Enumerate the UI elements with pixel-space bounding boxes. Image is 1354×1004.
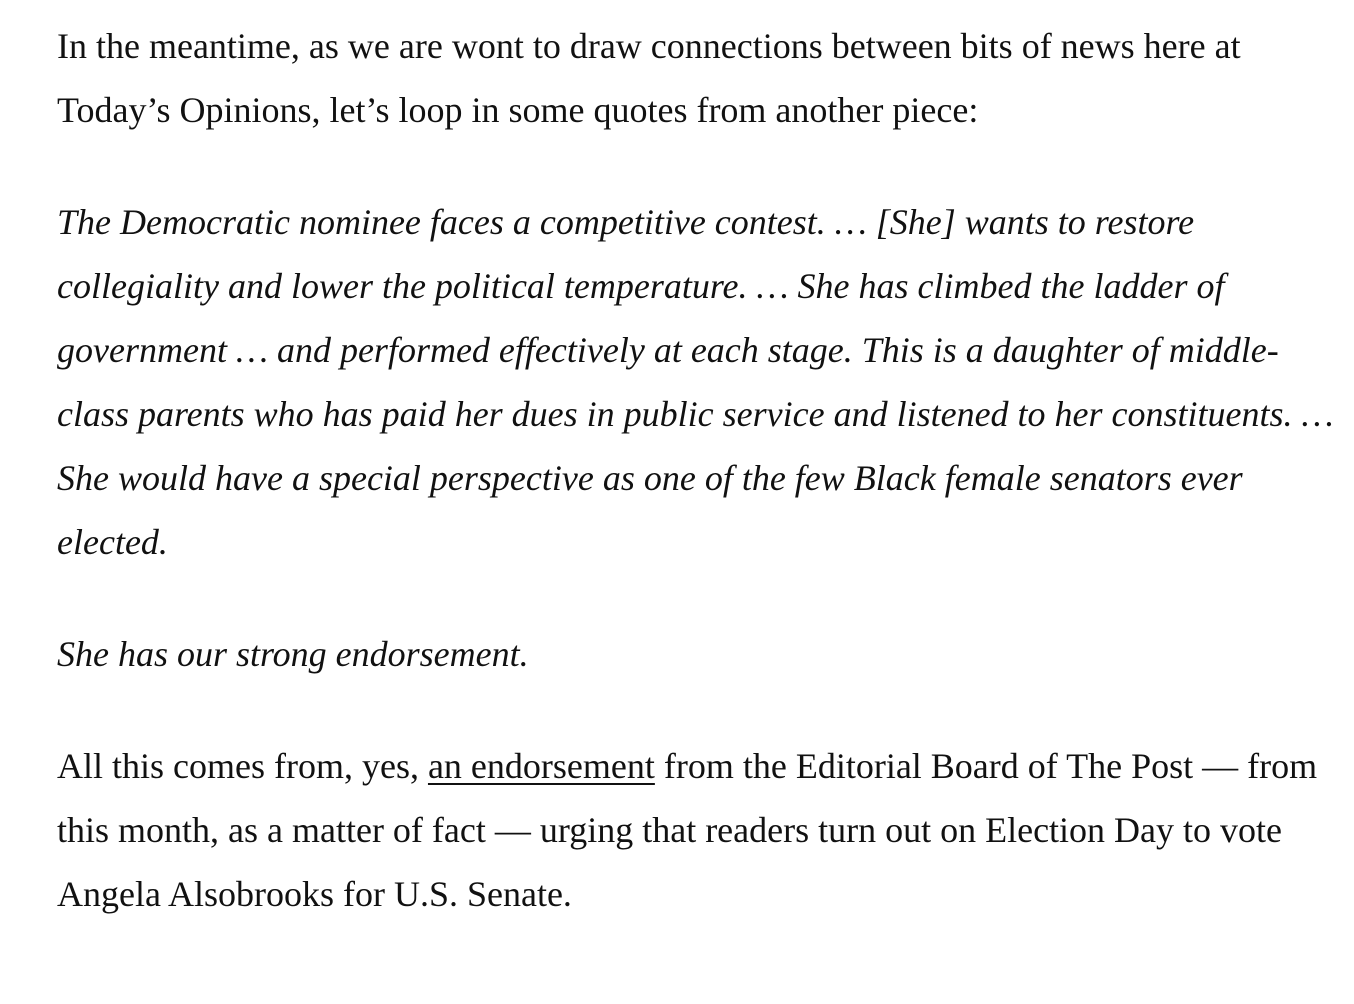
intro-paragraph: In the meantime, as we are wont to draw connections between bits of news here at Today’s Opinions, let’s loop in some quotes from another piece: xyxy=(57,26,1241,130)
endorsement-quote: She has our strong endorsement. xyxy=(57,634,529,674)
closing-text-after-link: from the Editorial Board of The Post — from this month, as a matter of fact — urging that readers turn out on Election Day to vote Angela Alsobrooks for U.S. Senate. xyxy=(57,746,1318,914)
closing-paragraph xyxy=(57,734,1347,926)
endorsement-link[interactable]: an endorsement xyxy=(427,746,655,786)
closing-text-before-link: All this comes from, yes, xyxy=(57,746,428,786)
article-body xyxy=(57,14,1347,926)
blockquote-paragraph: The Democratic nominee faces a competitive contest. … [She] wants to restore collegiality and lower the political temperature. … She has climbed the ladder of government … and performed effectively at each stage. This is a daughter of middle-class parents who has paid her dues in public service and listened to her constituents. … She would have a special perspective as one of the few Black female senators ever elected. xyxy=(57,202,1334,562)
